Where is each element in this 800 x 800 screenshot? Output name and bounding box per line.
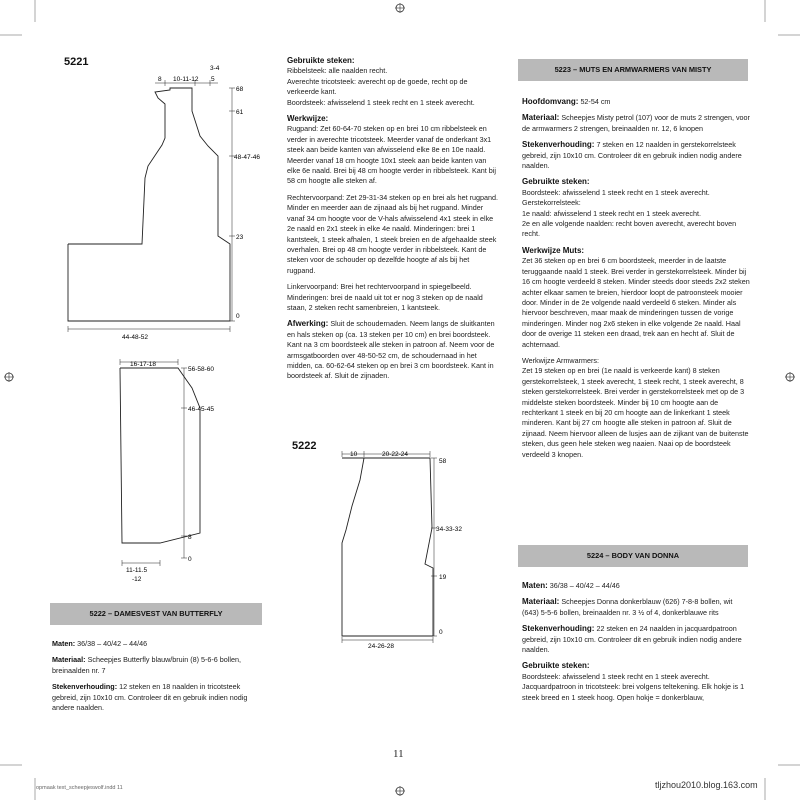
dim-h48: 48-47-46 [234,154,261,161]
footer-watermark: tljzhou2010.blog.163.com [655,780,758,790]
dim-5222-bottom: 24-26-28 [368,643,395,650]
sleeve-dim-h2: 46-45-45 [188,406,215,413]
sleeve-outline [120,368,200,543]
dim-top-left: 8 [158,76,162,83]
muts-5223: Werkwijze Muts: Zet 36 steken op en brei 6 cm boordsteek, meerder in de laatste teruggaande naald 1 steek. Brei verder in gerstekorrelsteek. Minder bij 16 cm hoogte verdeeld 8 steken. Minder steeds door steeds 2x2 steken achter elkaar samen te breien, hierdoor loopt de patroonsteek mooier door. Minder in de 2e volgende naald verdeeld 6 steken. Minder als hiervoor beschreven, maar maak de minderingen tussen de vorige minderingen. Minder nog 2x6 steken in elke volgende 2e naald. Haal door de overige 11 steken een draad, trek aan en hecht af. Sluit de achternaad. [522,245,750,349]
section-5224-text [522,581,750,709]
dim-5222-h34: 34-33-32 [436,526,463,533]
pattern-code-5222: 5222 [292,440,317,452]
maten-5222: Maten: 36/38 – 40/42 – 44/46 [52,639,148,648]
steken-5224: Stekenverhouding: 22 steken en 24 naalden in jacquardpatroon gebreid, zijn 10x10 cm. Controleer dit en gebruik indien nodig andere naalden. [522,624,742,655]
dim-h68: 68 [236,86,244,93]
hoofdomvang-5223: Hoofdomvang: 52-54 cm [522,97,611,106]
rechtervoorpand-block: Rechtervoorpand: Zet 29-31-34 steken op en brei als het rugpand. Minder en meerder aan de zijnaad als bij het rugpand. Minder vanaf 34 cm hoogte voor de V-hals afwisselend 4x1 steek in elke 2e naald en 2x1 steek in elke 4e naald. Minderingen: brei 1 kantsteek, 1 steek afhalen, 1 steek breien en de afgehaalde steek overhalen. Brei op 48 cm hoogte verder in ribbelsteek. Kant de steken voor de schouder op dezelfde hoogte af als bij het rugpand. [287,192,498,275]
dim-width: 44-48-52 [122,334,149,341]
sleeve-dim-h1: 56-58-60 [188,366,215,373]
dim-5222-h58: 58 [439,458,447,465]
dim-top-mid: 10-11-12 [173,76,199,83]
steken-5223: Stekenverhouding: 7 steken en 12 naalden in gerstekorrelsteek gebreid, zijn 10x10 cm. Controleer dit en gebruik indien nodig andere naalden. [522,140,742,171]
dim-h23: 23 [236,234,244,241]
dim-5222-top-left: 10 [350,451,358,458]
sleeve-dim-top: 16-17-18 [130,361,157,368]
sleeve-dim-bottom2: -12 [132,576,142,583]
pattern-code-5221: 5221 [64,56,89,68]
materiaal-5223: Materiaal: Scheepjes Misty petrol (107) voor de muts 2 strengen, voor de armwarmers 2 strengen, breinaalden nr. 12, 6 knopen [522,113,750,133]
schematic-5221-sleeve [100,358,240,588]
linkervoorpand-block: Linkervoorpand: Brei het rechtervoorpand in spiegelbeeld. Minderingen: brei de naald uit tot er nog 3 steken op de naald staan, 2 steken recht samenbreien, 1 kantsteek. [287,282,483,312]
materiaal-5224: Materiaal: Scheepjes Donna donkerblauw (626) 7-8-8 bollen, wit (643) 5-5-6 bollen, breinaalden nr. 3 ½ of 4, donkerblauwe rits [522,597,733,617]
dim-5222-h19: 19 [439,574,447,581]
armwarmers-5223: Werkwijze Armwarmers: Zet 19 steken op en brei (1e naald is verkeerde kant) 8 steken gerstekorrelsteek, 1 steek averecht, 1 steek recht, 1 steek averecht, 8 steken gerstekorrelsteek. Brei verder in gerstekorrelsteek met op de 3 middelste steken boordsteek. Minder bij 10 cm hoogte aan de rechterkant 1 steek en bij 20 cm hoogte aan de linkerkant 1 steek minderen. Kant bij 27 cm hoogte alle steken in patroon af. Sluit de zijnaad. Neem hiervoor alleen de lusjes aan de zijkant van de buitenste steken, dus geen hele steken weg naaien. Naai op de boordsteek verdeeld 3 knopen. [522,355,749,459]
section-5222-details [52,639,267,719]
dim-top-right-small: 3-4 [210,65,220,72]
gebruikte-steken-block: Gebruikte steken: Ribbelsteek: alle naalden recht. Averechte tricotsteek: averecht op de goede, recht op de verkeerde kant. Boordsteek: afwisselend 1 steek recht en 1 steek averecht. [287,56,475,107]
maten-5224: Maten: 36/38 – 40/42 – 44/46 [522,581,620,590]
gebruikte-5223: Gebruikte steken: Boordsteek: afwisselend 1 steek recht en 1 steek averecht. Gerstekorrelsteek: 1e naald: afwisselend 1 steek recht en 1 steek averecht. 2e en alle volgende naalden: recht boven averecht, averecht boven recht. [522,177,737,239]
materiaal-5222: Materiaal: Scheepjes Butterfly blauw/bruin (8) 5-6-6 bollen, breinaalden nr. 7 [52,655,241,675]
dim-5222-h0: 0 [439,629,443,636]
section-5223-text [522,97,750,466]
body-outline-5222 [342,458,433,636]
schematic-5222 [330,448,470,648]
banner-5224: 5224 – BODY VAN DONNA [518,545,748,567]
middle-column-text [287,56,499,388]
werkwijze-block: Werkwijze: Rugpand: Zet 60-64-70 steken op en brei 10 cm ribbelsteek en verder in averechte tricotsteek. Meerder vanaf de onderkant 3x1 steek aan beide kanten van afwisselend elke 8e en 10e naald. Meerder vanaf 18 cm hoogte 10x1 steek aan beide kanten van elke 6e naald. Brei bij 48 cm hoogte verder in ribbelsteek. Kant bij 58 cm hoogte alle steken af. [287,114,496,186]
sleeve-dim-h3: 8 [188,534,192,541]
dim-h61: 61 [236,109,244,116]
schematic-5221-body [60,56,261,341]
dim-5222-top-right: 20-22-24 [382,451,409,458]
steken-5222: Stekenverhouding: 12 steken en 18 naalden in tricotsteek gebreid, zijn 10x10 cm. Controleer dit en gebruik indien nodig andere naalden. [52,682,248,713]
footer-file-info: opmaak text_scheepjeswolf.indd 11 [36,785,123,791]
banner-5223: 5223 – MUTS EN ARMWARMERS VAN MISTY [518,59,748,81]
banner-5222: 5222 – DAMESVEST VAN BUTTERFLY [50,603,262,625]
dim-h0: 0 [236,313,240,320]
afwerking-block: Afwerking: Sluit de schoudernaden. Neem langs de sluitkanten en hals steken op (ca. 13 steken per 10 cm) en brei boordsteek. Kant na 3 cm boordsteek alle steken in patroon af. Neem voor de armsgatboorden over 48-50-52 cm, de schoudernaad in het midden, ca. 60-62-64 steken op en brei 3 cm boordsteek. Kant in boordsteek af. Sluit de zijnaden. [287,319,495,381]
dim-top-right: 5 [211,76,215,83]
body-outline [68,88,230,321]
gebruikte-5224: Gebruikte steken: Boordsteek: afwisselend 1 steek recht en 1 steek averecht. Jacquardpatroon in tricotsteek: brei volgens teltekening. Elk hokje is 1 steek breed en 1 steek hoog. Open hokje = donkerblauw, [522,661,745,702]
sleeve-dim-h4: 0 [188,556,192,563]
sleeve-dim-bottom: 11-11.5 [126,567,148,574]
page-number: 11 [393,748,404,760]
